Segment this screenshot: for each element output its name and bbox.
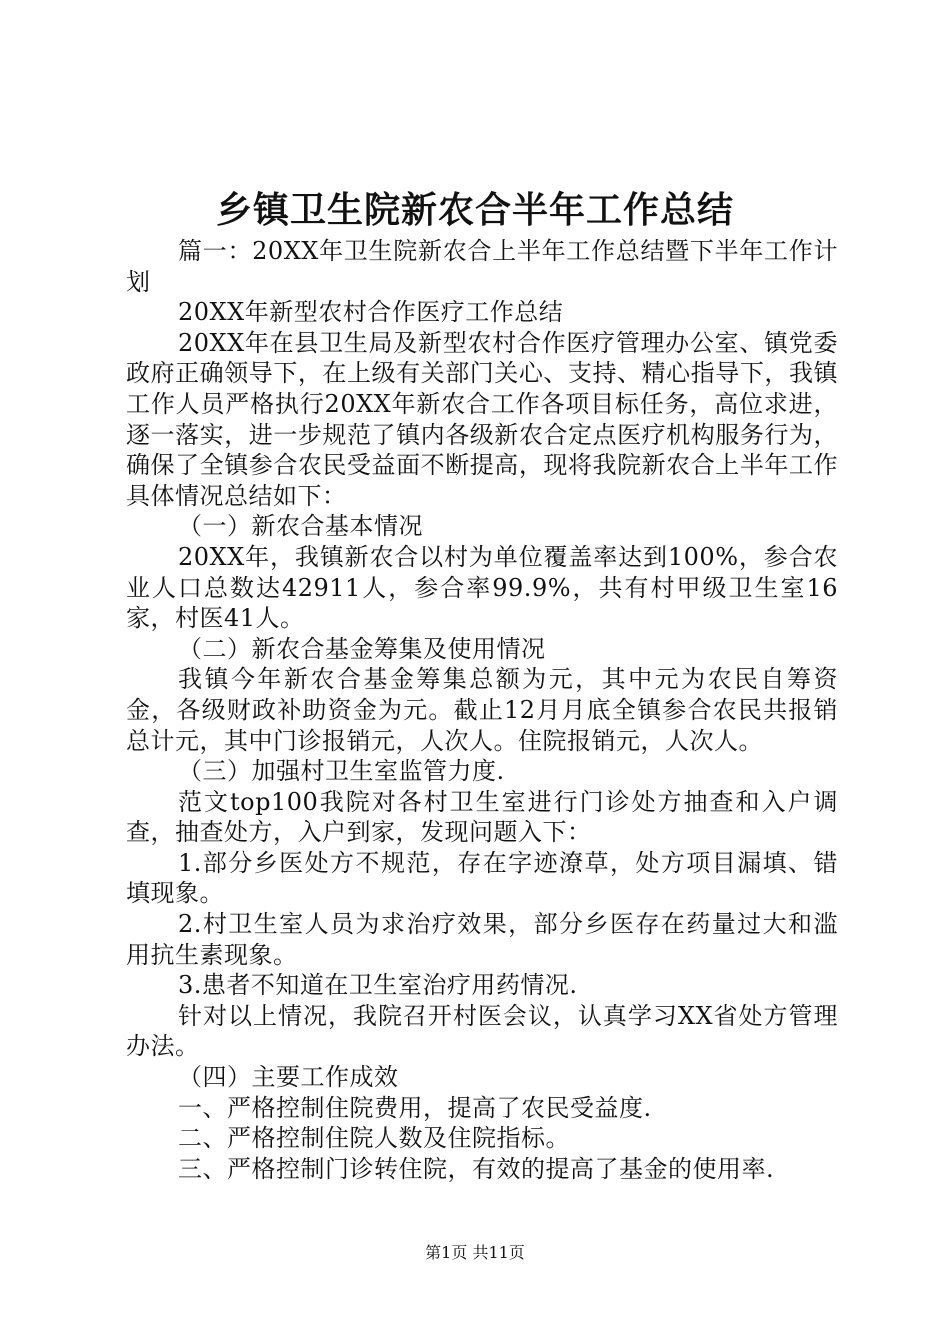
list-item: 二、严格控制住院人数及住院指标。 — [178, 1124, 570, 1153]
document-body — [126, 236, 838, 1184]
paragraph: 我镇今年新农合基金筹集总额为元，其中元为农民自筹资金，各级财政补助资金为元。截止12月月底全镇参合农民共报销总计元，其中门诊报销元，人次人。住院报销元，人次人。 — [126, 665, 838, 755]
section-heading: （四）主要工作成效 — [178, 1063, 399, 1092]
paragraph: 篇一：20XX年卫生院新农合上半年工作总结暨下半年工作计划 — [126, 237, 838, 296]
list-item: 三、严格控制门诊转住院，有效的提高了基金的使用率. — [178, 1154, 775, 1183]
document-title: 乡镇卫生院新农合半年工作总结 — [215, 189, 734, 231]
paragraph: 范文top100我院对各村卫生室进行门诊处方抽查和入户调查，抽查处方，入户到家，发现问题入下： — [126, 787, 838, 847]
paragraph: 20XX年，我镇新农合以村为单位覆盖率达到100%，参合农业人口总数达42911人，参合率99.9%，共有村甲级卫生室16家，村医41人。 — [126, 542, 838, 633]
section-heading: （二）新农合基金筹集及使用情况 — [178, 634, 546, 663]
paragraph: 针对以上情况，我院召开村医会议，认真学习XX省处方管理办法。 — [126, 1001, 838, 1061]
section-heading: （一）新农合基本情况 — [178, 512, 423, 541]
list-item: 1.部分乡医处方不规范，存在字迹潦草，处方项目漏填、错填现象。 — [126, 848, 838, 908]
paragraph: 20XX年新型农村合作医疗工作总结 — [178, 298, 564, 327]
list-item: 一、严格控制住院费用，提高了农民受益度. — [178, 1093, 652, 1122]
section-heading: （三）加强村卫生室监管力度. — [178, 757, 505, 786]
list-item: 2.村卫生室人员为求治疗效果，部分乡医存在药量过大和滥用抗生素现象。 — [126, 910, 838, 969]
page-footer: 第1页 共11页 — [425, 1243, 525, 1262]
paragraph: 20XX年在县卫生局及新型农村合作医疗管理办公室、镇党委政府正确领导下，在上级有关部门关心、支持、精心指导下，我镇工作人员严格执行20XX年新农合工作各项目标任务，高位求进，逐一落实，进一步规范了镇内各级新农合定点医疗机构服务行为，确保了全镇参合农民受益面不断提高，现将我院新农合上半年工作具体情况总结如下： — [126, 328, 838, 510]
list-item: 3.患者不知道在卫生室治疗用药情况. — [178, 971, 578, 1000]
